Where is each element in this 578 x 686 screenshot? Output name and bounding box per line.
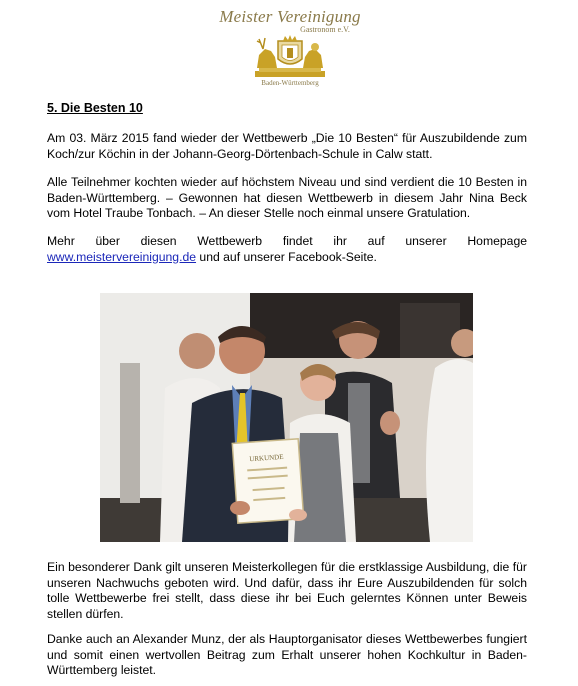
more-info-text: Mehr über diesen Wettbewerb findet ihr auf unserer Homepage	[47, 234, 527, 248]
association-logo	[200, 6, 380, 88]
paragraph-thanks: Ein besonderer Dank gilt unseren Meisterkollegen für die erstklassige Ausbildung, die für unseren Nachwuchs geboten wird. Und dafür, dass ihr Eure Auszubildenden für solch tolle Wettbewerbe frei stellt, dass diese ihr bei Euch gelerntes Können unter Beweis stellen dürfen.	[47, 560, 527, 621]
certificate-heading: URKUNDE	[249, 452, 284, 464]
logo-subtitle: Gastronom e.V.	[300, 25, 350, 34]
paragraph-competition: Am 03. März 2015 fand wieder der Wettbewerb „Die 10 Besten“ für Auszubildende zum Koch/zur Köchin in der Johann-Georg-Dörtenbach-Schule in Calw statt.	[47, 131, 527, 161]
award-photo	[100, 293, 473, 542]
paragraph-winner: Alle Teilnehmer kochten wieder auf höchstem Niveau und sind verdient die 10 Besten in Baden-Württemberg. – Gewonnen hat diesen Wettbewerb in diesem Jahr Nina Beck vom Hotel Traube Tonbach. – An dieser Stelle noch einmal unsere Gratulation.	[47, 175, 527, 220]
logo-title: Meister Vereinigung	[219, 7, 361, 26]
award-photo-illustration	[100, 293, 473, 542]
paragraph-organizer: Danke auch an Alexander Munz, der als Hauptorganisator dieses Wettbewerbes fungiert und somit einen wertvollen Beitrag zum Erhalt unserer hohen Kochkultur in Baden-Württemberg leistet.	[47, 632, 527, 677]
logo-region: Baden-Württemberg	[261, 79, 319, 87]
section-heading: 5. Die Besten 10	[47, 101, 143, 115]
more-info-suffix: und auf unserer Facebook-Seite.	[196, 249, 377, 264]
crest-icon	[249, 35, 331, 79]
paragraph-more-info	[47, 234, 527, 265]
homepage-link[interactable]: www.meistervereinigung.de	[47, 249, 197, 264]
